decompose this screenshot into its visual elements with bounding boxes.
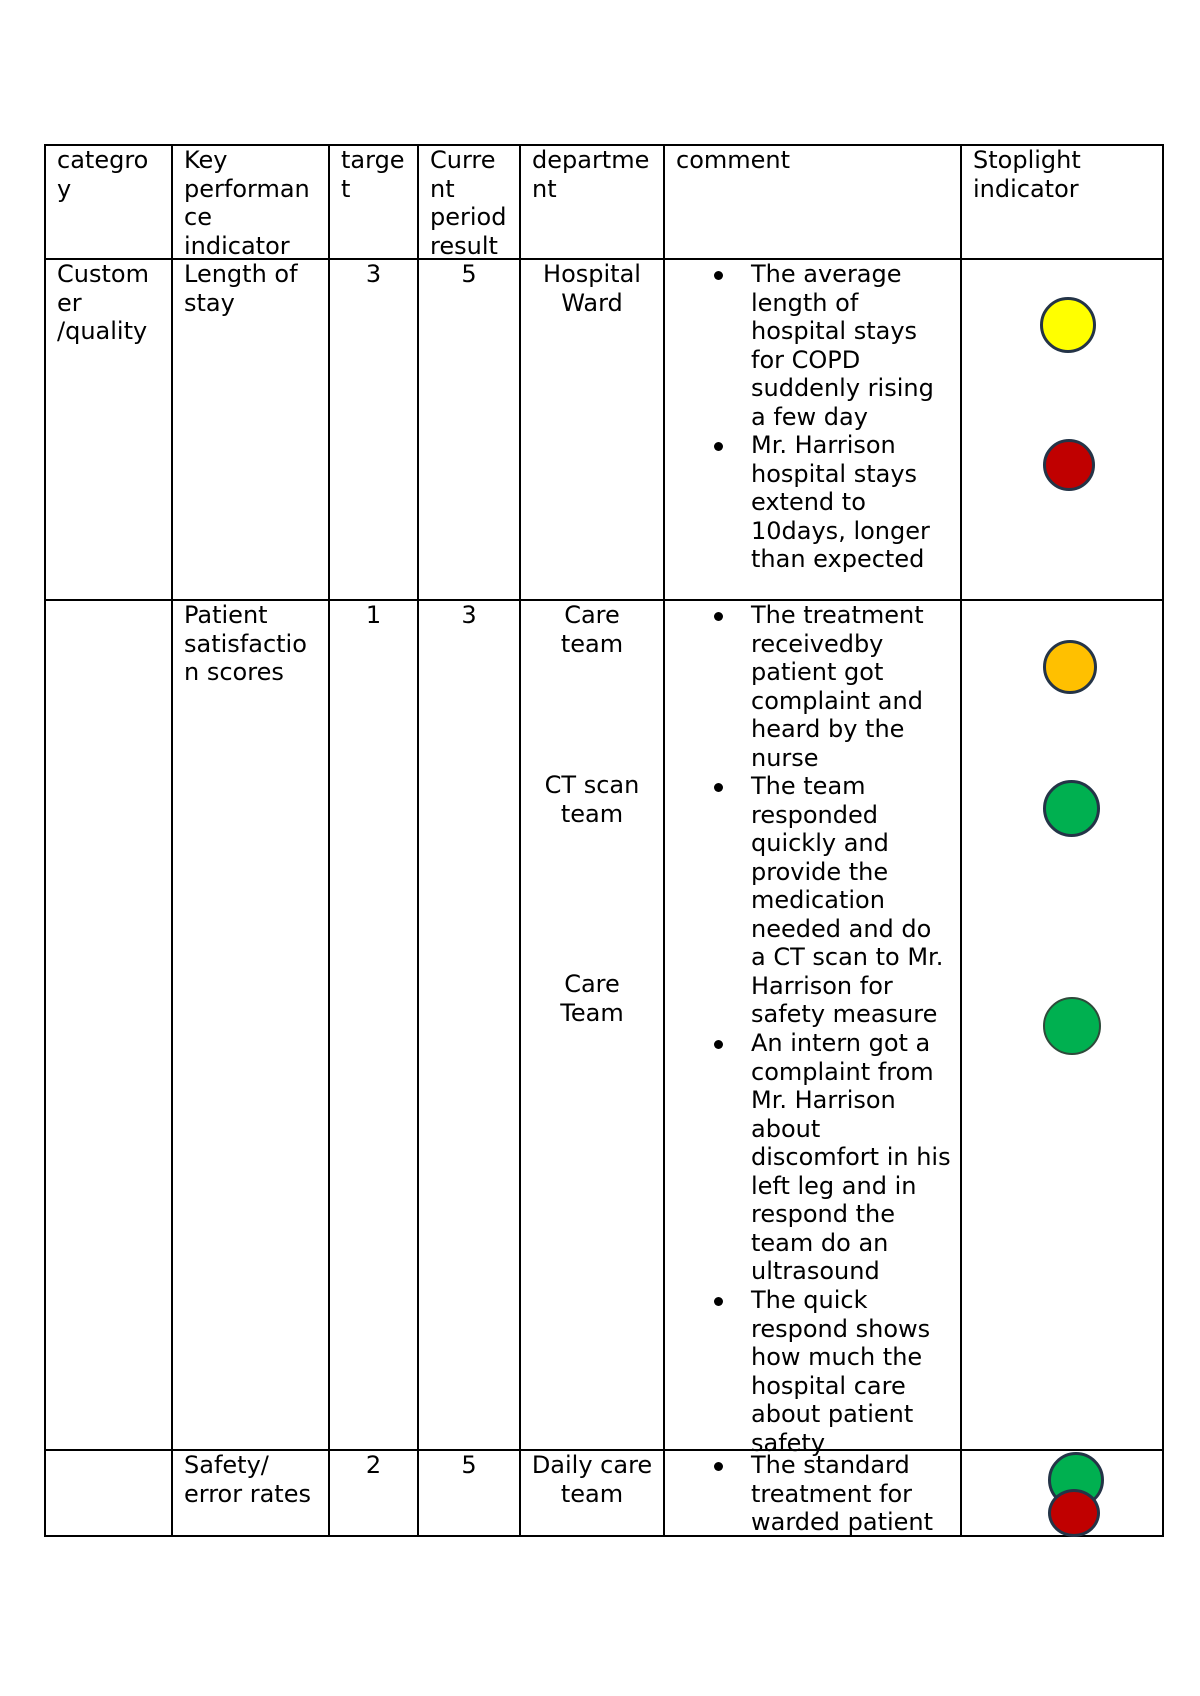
header-stoplight-indicator: Stoplight indicator [973, 146, 1081, 203]
bullet-icon [714, 783, 723, 792]
row2-target: 1 [365, 601, 382, 629]
column-divider-0 [44, 144, 46, 1537]
header-department: departme nt [532, 146, 650, 203]
row2-comment-2: The team responded quickly and provide the medication needed and do a CT scan to Mr. Harrison for safety measure [751, 772, 944, 1028]
bullet-icon [714, 271, 723, 280]
row1-target: 3 [365, 260, 382, 288]
bullet-icon [714, 1297, 723, 1306]
row1-department: Hospital Ward [543, 260, 641, 317]
row1-comment-2: Mr. Harrison hospital stays extend to 10days, longer than expected [751, 431, 930, 573]
header-current-period-result: Curre nt period result [430, 146, 507, 260]
table-border-bottom [44, 1535, 1164, 1537]
stoplight-green-indicator [1043, 780, 1100, 837]
row2-comment-3: An intern got a complaint from Mr. Harrison about discomfort in his left leg and in respond the team do an ultrasound [751, 1029, 951, 1285]
row2-department-2: CT scan team [544, 771, 640, 828]
column-divider-3 [417, 144, 419, 1537]
row3-current-result: 5 [461, 1451, 477, 1479]
row3-department: Daily care team [531, 1451, 653, 1508]
column-divider-7 [1162, 144, 1164, 1537]
header-target: targe t [341, 146, 405, 203]
stoplight-amber-indicator [1043, 640, 1097, 694]
column-divider-4 [519, 144, 521, 1537]
header-key-performance-indicator: Key performan ce indicator [184, 146, 310, 260]
bullet-icon [714, 1040, 723, 1049]
row2-comment-4: The quick respond shows how much the hospital care about patient safety [751, 1286, 931, 1457]
bullet-icon [714, 442, 723, 451]
row1-kpi: Length of stay [184, 260, 298, 317]
column-divider-2 [328, 144, 330, 1537]
row1-category: Custom er /quality [57, 260, 149, 345]
row2-kpi: Patient satisfactio n scores [184, 601, 307, 686]
row2-department-3: Care Team [560, 970, 624, 1027]
header-category: categro y [57, 146, 149, 203]
row2-comment-1: The treatment receivedby patient got complaint and heard by the nurse [751, 601, 924, 772]
bullet-icon [714, 1462, 723, 1471]
row2-current-result: 3 [461, 601, 477, 629]
row2-department-1: Care team [560, 601, 624, 658]
column-divider-6 [960, 144, 962, 1537]
row3-kpi: Safety/ error rates [184, 1451, 311, 1508]
row1-comment-1: The average length of hospital stays for COPD suddenly rising a few day [751, 260, 934, 431]
stoplight-red-indicator [1043, 439, 1095, 491]
row1-current-result: 5 [461, 260, 477, 288]
stoplight-yellow-indicator [1040, 297, 1096, 353]
column-divider-1 [171, 144, 173, 1537]
stoplight-green-indicator [1043, 997, 1101, 1055]
stoplight-red-indicator [1048, 1489, 1100, 1537]
column-divider-5 [663, 144, 665, 1537]
row3-target: 2 [365, 1451, 382, 1479]
row3-comment-1: The standard treatment for warded patient [751, 1451, 934, 1536]
header-comment: comment [676, 146, 791, 174]
bullet-icon [714, 612, 723, 621]
